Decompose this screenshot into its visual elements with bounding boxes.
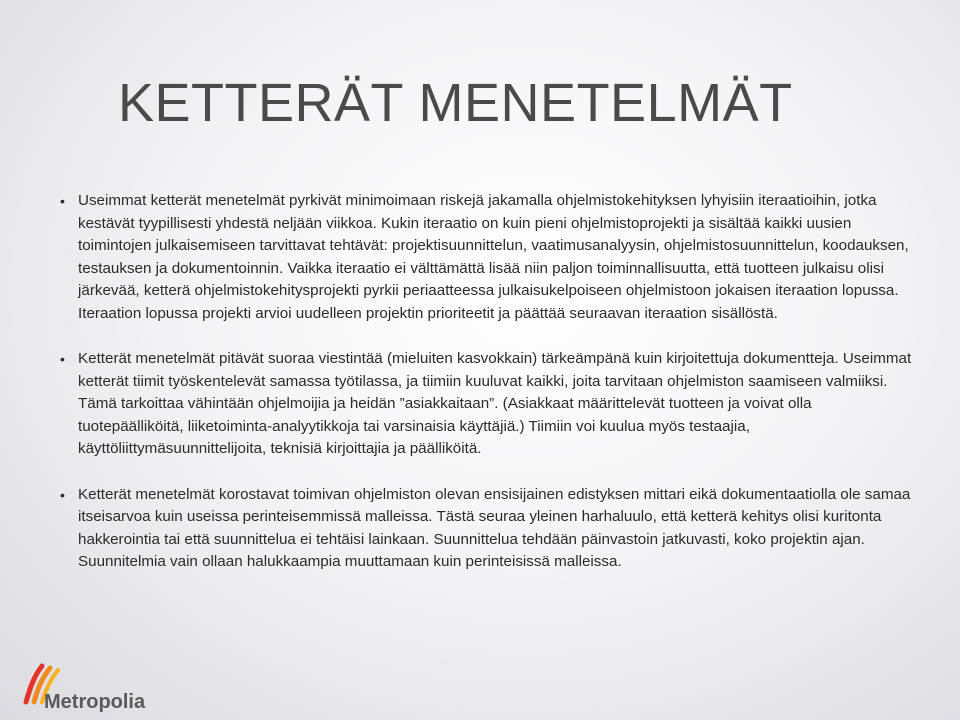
metropolia-logo [20, 658, 180, 714]
bullet-text: Useimmat ketterät menetelmät pyrkivät minimoimaan riskejä jakamalla ohjelmistokehityksen lyhyisiin iteraatioihin, jotka kestävät tyypillisesti yhdestä neljään viikkoa. Kukin iteraatio on kuin pieni ohjelmistoprojekti ja sisältää kaikki uusien toimintojen julkaisemiseen tarvittavat tehtävät: projektisuunnittelun, vaatimusanalyysin, ohjelmistosuunnittelun, koodauksen, testauksen ja dokumentoinnin. Vaikka iteraatio ei välttämättä lisää niin paljon toiminnallisuutta, että tuotteen julkaisu olisi järkevää, ketterä ohjelmistokehitysprojekti pyrkii periaatteessa julkaisukelpoiseen ohjelmistoon jokaisen iteraation lopussa. Iteraation lopussa projekti arvioi uudelleen projektin prioriteetit ja päättää seuraavan iteraation sisällöstä. [78, 192, 909, 322]
bullet-text: Ketterät menetelmät korostavat toimivan ohjelmiston olevan ensisijainen edistyksen mittari eikä dokumentaatiolla ole samaa itseisarvoa kuin useissa perinteisemmissä malleissa. Tästä seuraa yleinen harhaluulo, että ketterä kehitys olisi kuritonta hakkerointia tai että suunnittelua ei tehtäisi lainkaan. Suunnittelua tehdään päinvastoin jatkuvasti, koko projektin ajan. Suunnitelmia vain ollaan halukkaampia muuttamaan kuin perinteisissä malleissa. [78, 485, 911, 570]
bullet-item [60, 484, 920, 574]
bullet-text: Ketterät menetelmät pitävät suoraa viestintää (mieluiten kasvokkain) tärkeämpänä kuin kirjoitettuja dokumentteja. Useimmat ketterät tiimit työskentelevät samassa työtilassa, ja tiimiin kuuluvat kaikki, joita tarvitaan ohjelmiston saamiseen valmiiksi. Tämä tarkoittaa vähintään ohjelmoijia ja heidän ”asiakkaitaan”. (Asiakkaat määrittelevät tuotteen ja voivat olla tuotepäälliköitä, liiketoiminta-analyytikkoja tai varsinaisia käyttäjiä.) Tiimiin voi kuulua myös testaajia, käyttöliittymäsuunnittelijoita, teknisiä kirjoittajia ja päälliköitä. [78, 350, 912, 457]
bullet-item [60, 190, 920, 325]
bullet-item [60, 348, 920, 461]
bullet-icon: • [60, 193, 65, 209]
metropolia-logo-text: Metropolia [44, 691, 146, 713]
bullet-icon: • [60, 486, 65, 503]
slide-title: KETTERÄT MENETELMÄT [118, 73, 793, 133]
bullet-icon: • [60, 351, 65, 367]
bullet-list [60, 190, 920, 574]
